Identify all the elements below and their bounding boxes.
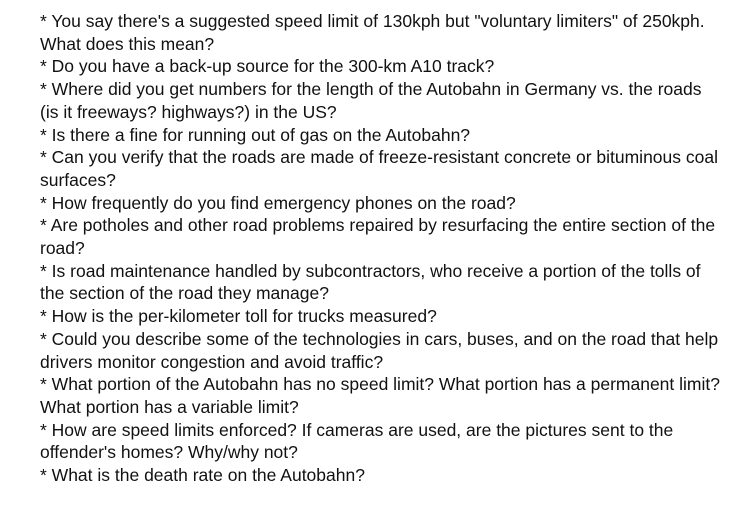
question-item: * Are potholes and other road problems repaired by resurfacing the entire section of the road? xyxy=(40,215,716,259)
question-item: * How are speed limits enforced? If cameras are used, are the pictures sent to the offender's homes? Why/why not? xyxy=(40,419,674,463)
question-item: * Is road maintenance handled by subcontractors, who receive a portion of the tolls of the section of the road they manage? xyxy=(40,260,701,304)
question-item: * Could you describe some of the technologies in cars, buses, and on the road that help drivers monitor congestion and avoid traffic? xyxy=(40,328,719,372)
question-item: * How frequently do you find emergency phones on the road? xyxy=(40,192,516,213)
question-item: * How is the per-kilometer toll for trucks measured? xyxy=(40,306,437,327)
question-item: * You say there's a suggested speed limit of 130kph but "voluntary limiters" of 250kph. What does this mean? xyxy=(40,11,705,54)
question-item: * Where did you get numbers for the length of the Autobahn in Germany vs. the roads (is it freeways? highways?) in the US? xyxy=(40,79,702,122)
question-list xyxy=(40,10,720,487)
question-item: * Do you have a back-up source for the 300-km A10 track? xyxy=(40,56,495,77)
question-item: * Can you verify that the roads are made of freeze-resistant concrete or bituminous coal surfaces? xyxy=(40,147,718,190)
question-item: * What is the death rate on the Autobahn? xyxy=(40,465,365,486)
question-item: * What portion of the Autobahn has no speed limit? What portion has a permanent limit? What portion has a variable limit? xyxy=(40,374,720,417)
question-item: * Is there a fine for running out of gas on the Autobahn? xyxy=(40,124,471,145)
